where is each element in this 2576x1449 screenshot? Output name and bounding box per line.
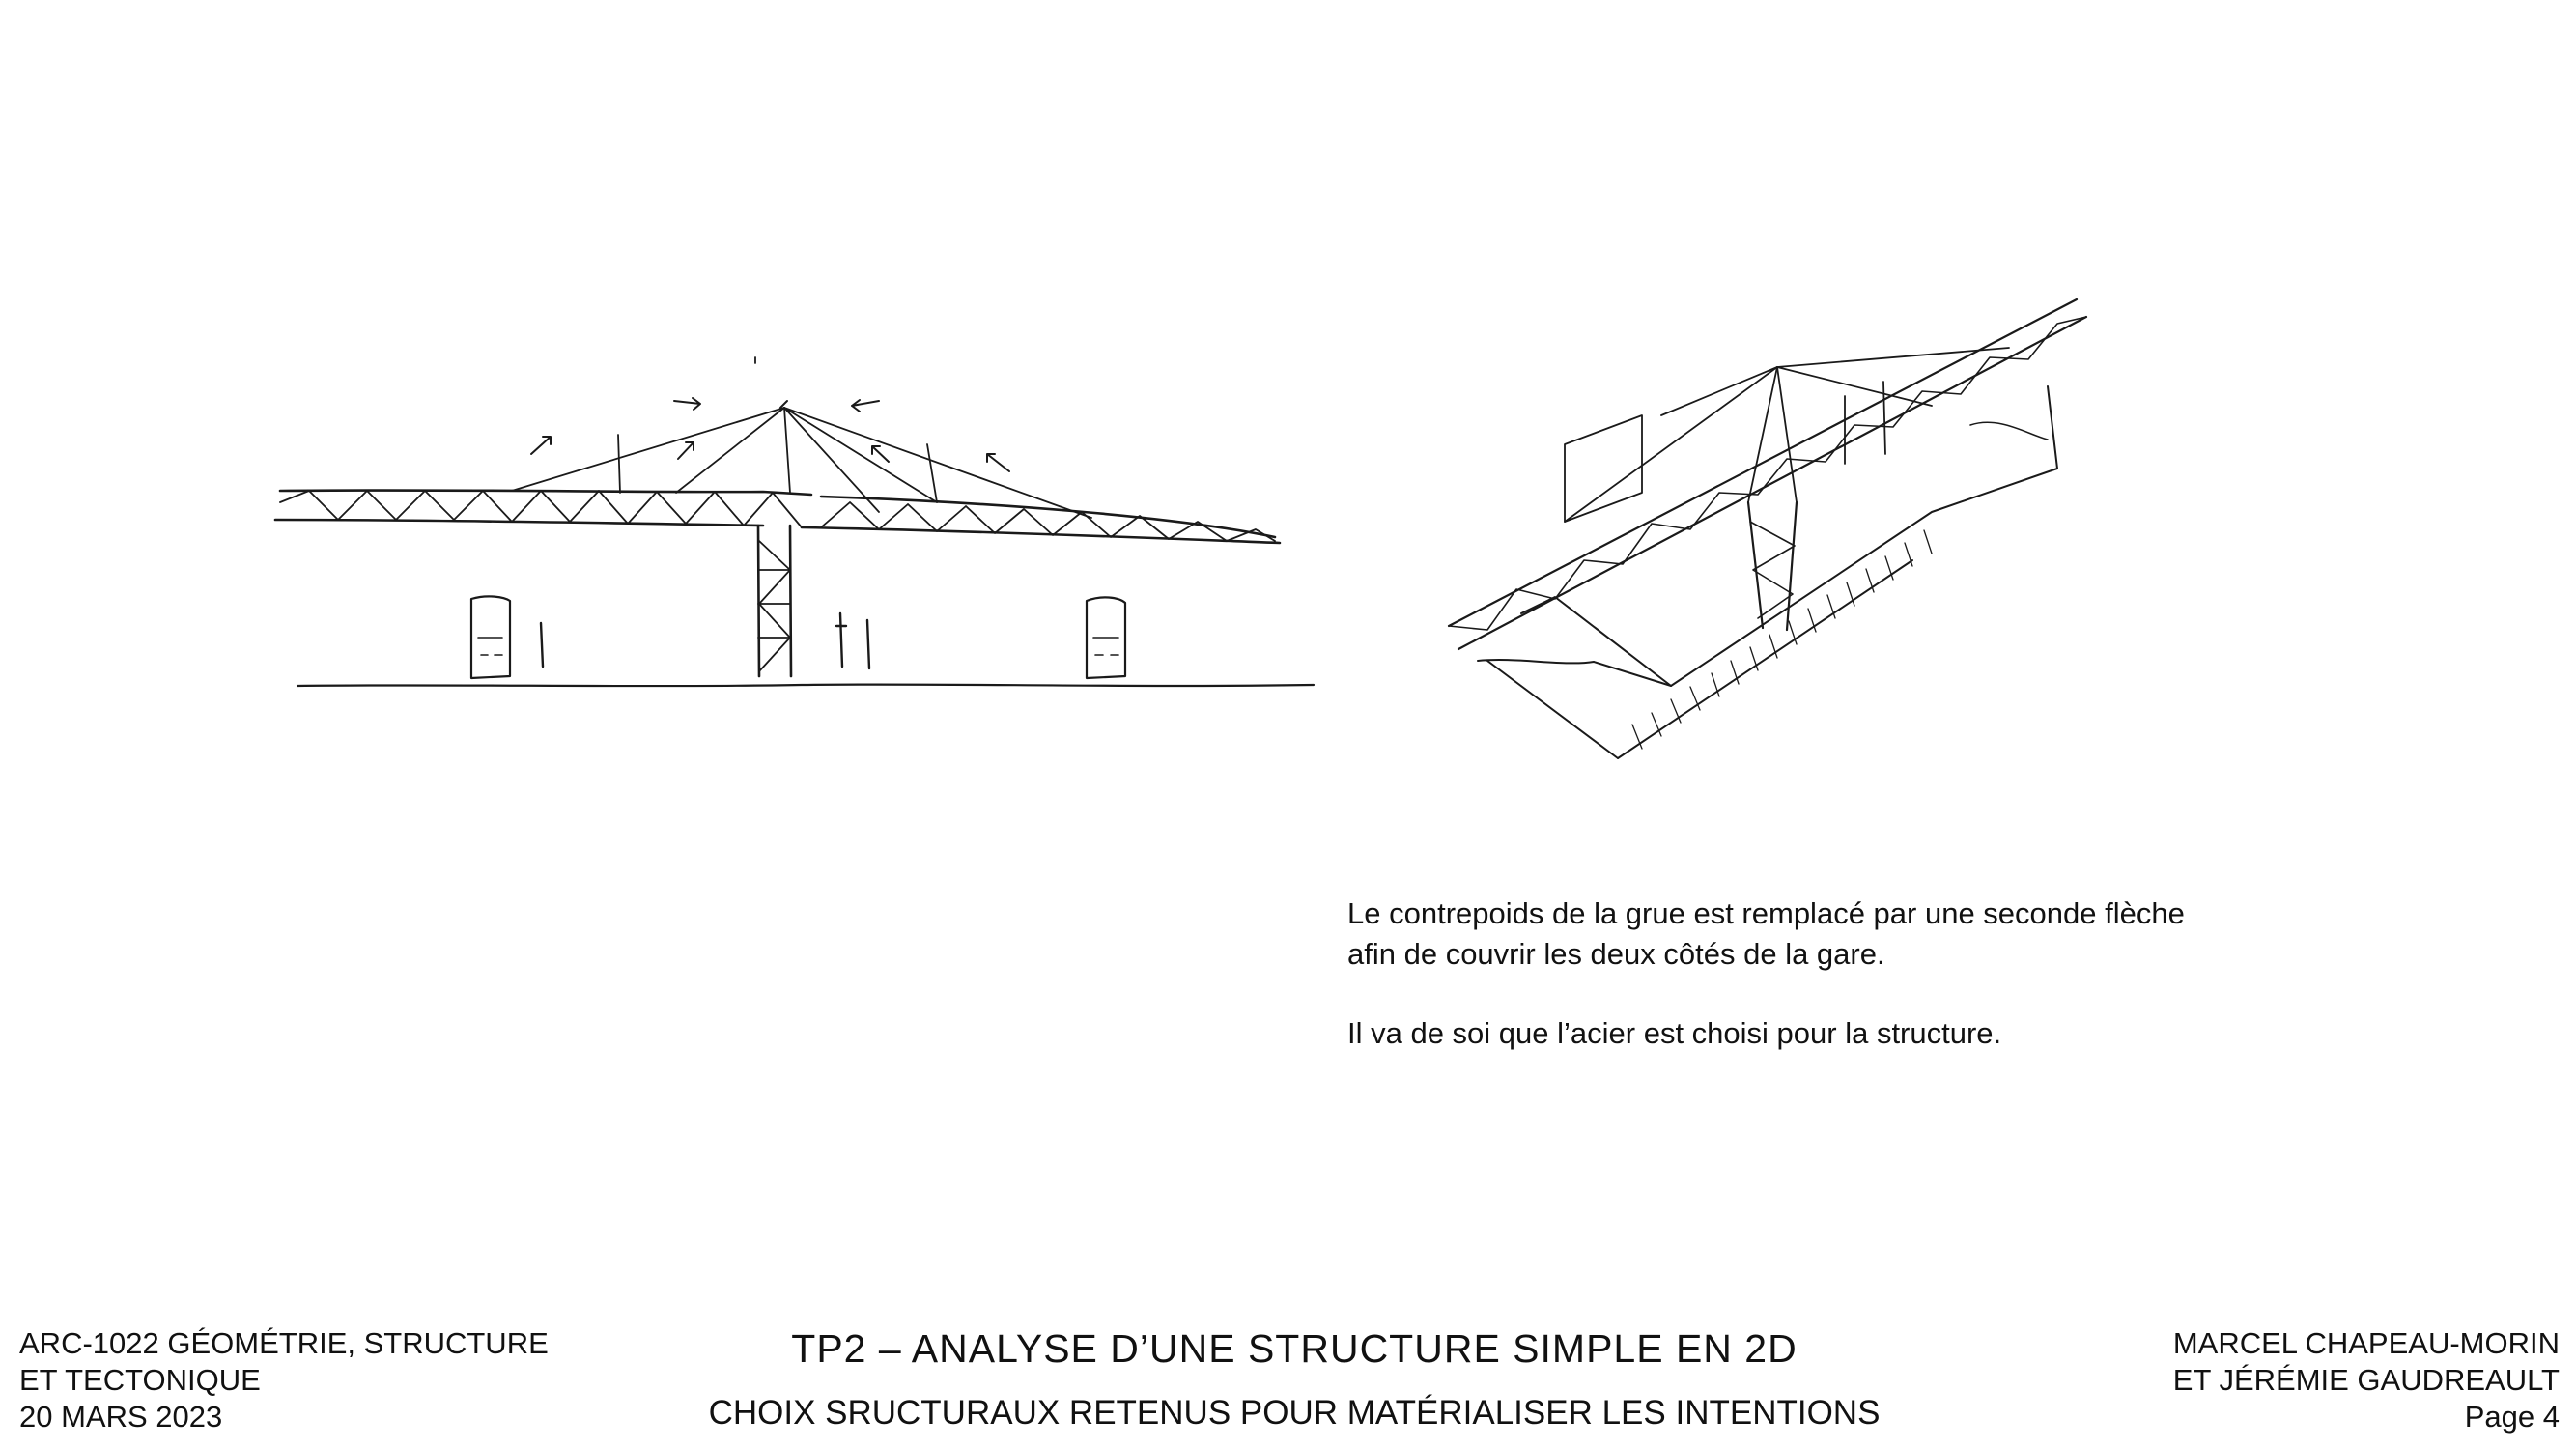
course-info [19,1325,618,1435]
crane-axonometric-sketch [1430,270,2096,773]
authors-line-2: ET JÉRÉMIE GAUDREAULT [2172,1363,2560,1397]
caption-line-1: Le contrepoids de la grue est remplacé par une seconde flèche [1347,896,2185,930]
authors-info [1961,1325,2560,1435]
document-title-block [541,1321,2048,1437]
document-title: TP2 – ANALYSE D’UNE STRUCTURE SIMPLE EN 2D [791,1326,1798,1371]
authors-line-1: MARCEL CHAPEAU-MORIN [2172,1326,2560,1360]
course-date: 20 MARS 2023 [19,1400,223,1434]
caption-line-3: Il va de soi que l’acier est choisi pour la structure. [1347,1016,2002,1050]
crane-elevation-sketch [261,348,1333,715]
page-number: Page 4 [2464,1400,2560,1434]
caption-line-2: afin de couvrir les deux côtés de la gare. [1347,937,1885,971]
document-subtitle: CHOIX SRUCTURAUX RETENUS POUR MATÉRIALISER LES INTENTIONS [708,1394,1881,1432]
course-line-2: ET TECTONIQUE [19,1363,261,1397]
caption-text [1347,894,2294,1054]
course-line-1: ARC-1022 GÉOMÉTRIE, STRUCTURE [19,1326,549,1360]
caption-spacer [1347,975,2294,1013]
